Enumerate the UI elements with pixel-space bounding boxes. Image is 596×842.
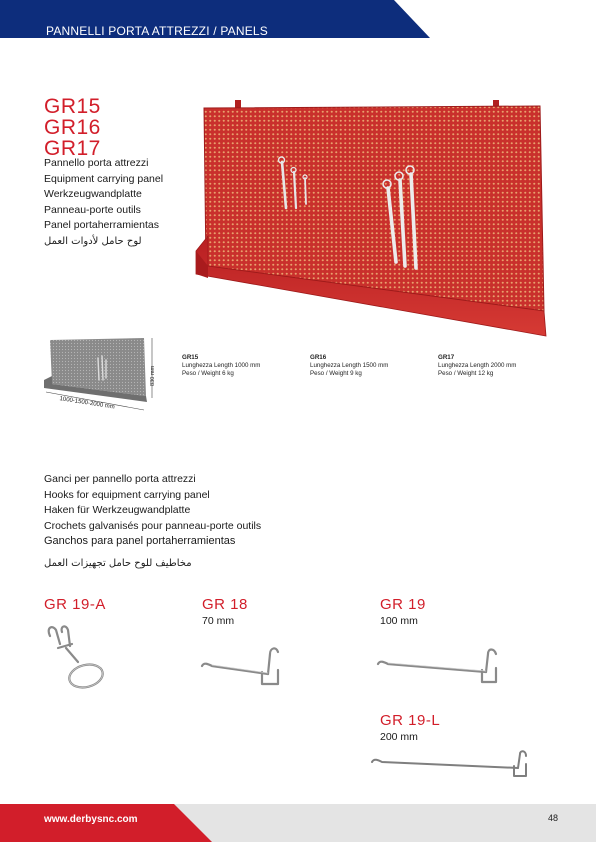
hook-length-gr19: 100 mm xyxy=(380,615,418,627)
hooks-description-en: Hooks for equipment carrying panel xyxy=(44,488,210,501)
medium-hook-image xyxy=(374,642,504,688)
hooks-descriptions xyxy=(44,472,304,571)
spec-gr17 xyxy=(438,354,556,378)
product-codes xyxy=(44,96,101,159)
spec-code: GR16 xyxy=(310,354,327,361)
hooks-description-fr: Crochets galvanisés pour panneau-porte outils xyxy=(44,519,262,532)
ring-hook-image xyxy=(42,622,108,692)
short-hook-image xyxy=(198,640,288,688)
hooks-description-es: Ganchos para panel portaherramientas xyxy=(44,535,236,547)
hook-length-gr19l: 200 mm xyxy=(380,731,418,743)
hook-code-gr19: GR 19 xyxy=(380,596,426,613)
hook-code-gr19l: GR 19-L xyxy=(380,712,441,729)
spec-code: GR15 xyxy=(182,354,199,361)
spec-weight: Peso / Weight 12 kg xyxy=(438,370,494,377)
page-number: 48 xyxy=(548,813,559,823)
height-label: 830 mm xyxy=(150,365,156,386)
description-ar: لوح حامل لأدوات العمل xyxy=(44,235,142,247)
description-es: Panel portaherramientas xyxy=(44,219,159,231)
width-label: 1000-1500-2000 mm xyxy=(59,396,116,411)
long-hook-image xyxy=(370,748,536,778)
hooks-description-ar: مخاطيف للوح حامل تجهيزات العمل xyxy=(44,557,192,569)
spec-length: Lunghezza Length 2000 mm xyxy=(438,362,517,369)
product-descriptions xyxy=(44,156,194,249)
spec-gr16 xyxy=(310,354,428,378)
product-code: GR15 xyxy=(44,95,101,118)
product-code: GR17 xyxy=(44,137,101,160)
spec-code: GR17 xyxy=(438,354,455,361)
hook-code-gr19a: GR 19-A xyxy=(44,596,106,613)
spec-gr15 xyxy=(182,354,300,378)
website-link[interactable]: www.derbysnc.com xyxy=(44,814,138,825)
spec-length: Lunghezza Length 1500 mm xyxy=(310,362,389,369)
hooks-description-it: Ganci per pannello porta attrezzi xyxy=(44,473,196,485)
description-it: Pannello porta attrezzi xyxy=(44,157,149,169)
spec-weight: Peso / Weight 9 kg xyxy=(310,370,362,377)
hook-code-gr18: GR 18 xyxy=(202,596,248,613)
tool-panel-image xyxy=(190,96,552,344)
section-title: PANNELLI PORTA ATTREZZI / PANELS xyxy=(46,24,269,38)
description-fr: Panneau-porte outils xyxy=(44,203,141,216)
hook-length-gr18: 70 mm xyxy=(202,615,235,627)
description-en: Equipment carrying panel xyxy=(44,172,164,185)
description-de: Werkzeugwandplatte xyxy=(44,188,142,200)
hooks-description-de: Haken für Werkzeugwandplatte xyxy=(44,504,191,516)
spec-weight: Peso / Weight 6 kg xyxy=(182,370,234,377)
product-code: GR16 xyxy=(44,116,101,139)
spec-length: Lunghezza Length 1000 mm xyxy=(182,362,261,369)
